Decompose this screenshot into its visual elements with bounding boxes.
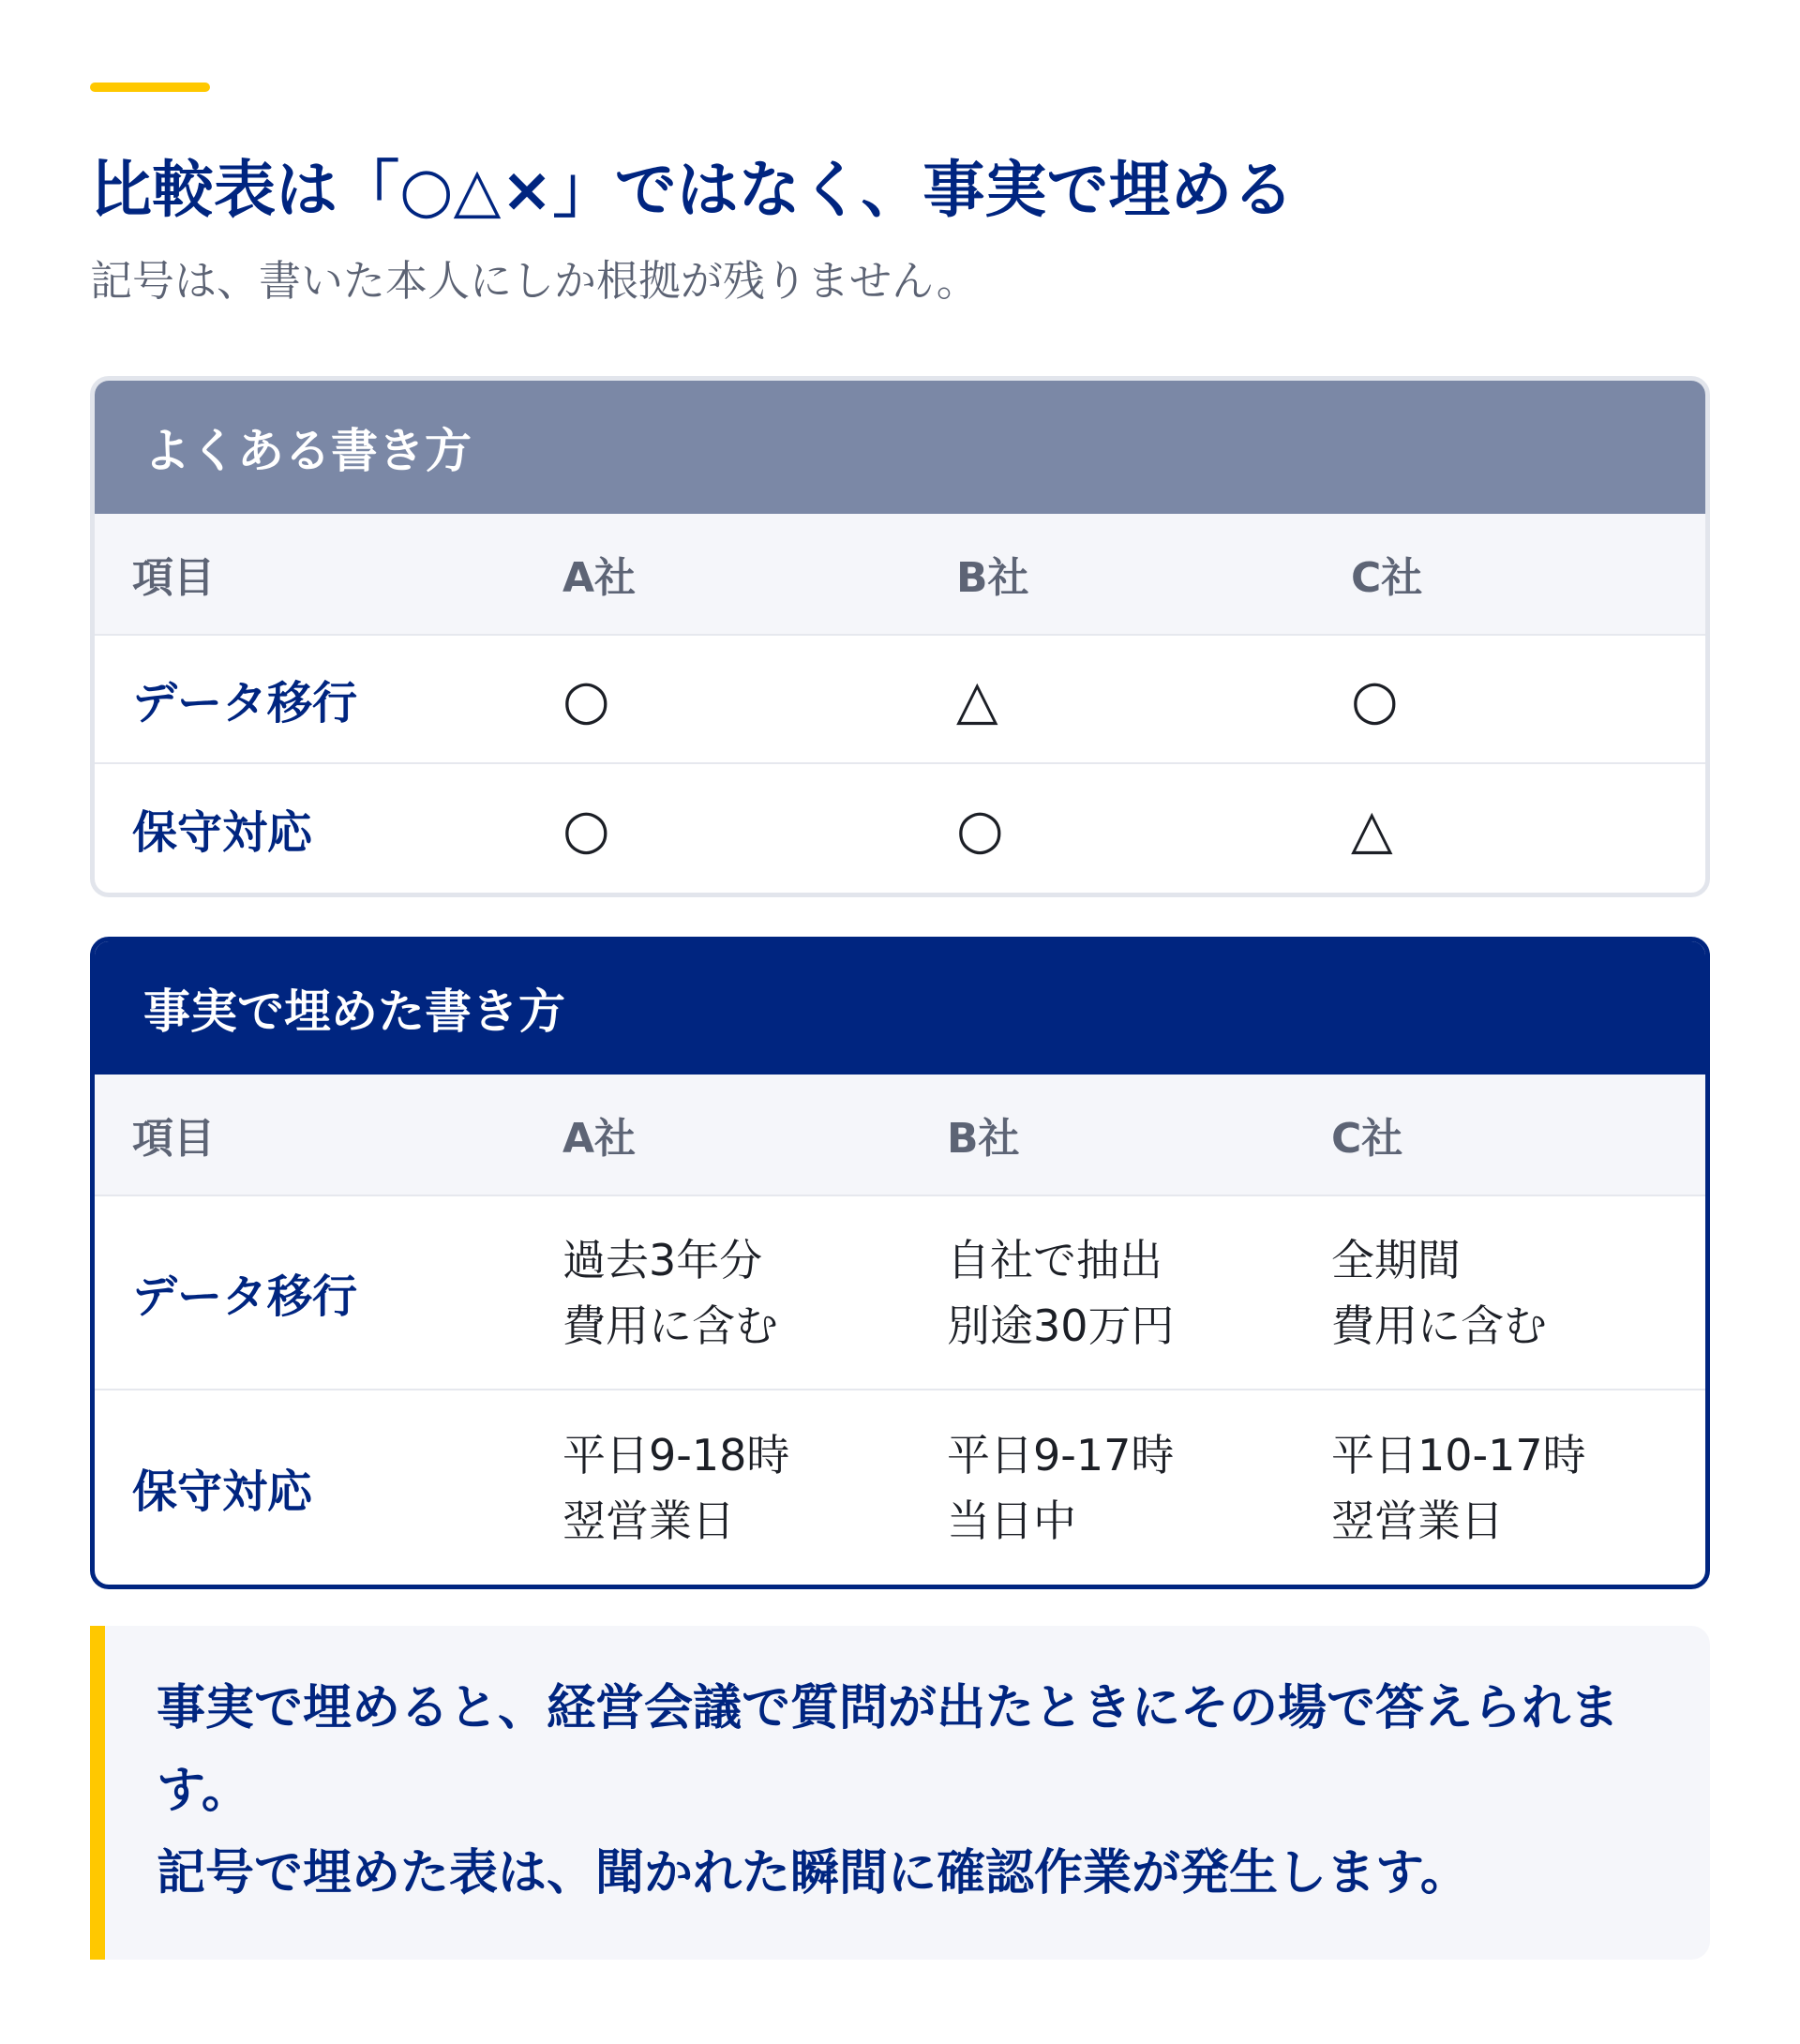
circle-symbol: ○ <box>1351 667 1399 731</box>
table-row-data-migration <box>95 636 1705 764</box>
column-header-a: A社 <box>562 1115 637 1163</box>
common-table-title: よくある書き方 <box>95 381 1705 514</box>
circle-symbol: ○ <box>562 796 610 861</box>
column-header-c: C社 <box>1331 1115 1403 1163</box>
row-label: データ移行 <box>132 1270 358 1323</box>
fact-line: 自社で抽出 <box>947 1234 1162 1285</box>
column-header-item: 項目 <box>132 554 215 602</box>
triangle-symbol: △ <box>956 667 998 731</box>
fact-line: 翌営業日 <box>1331 1495 1504 1546</box>
fact-line: 別途30万円 <box>947 1300 1175 1351</box>
circle-symbol: ○ <box>562 667 610 731</box>
fact-line: 翌営業日 <box>562 1495 735 1546</box>
fact-cell-b <box>947 1196 1175 1389</box>
row-label: データ移行 <box>132 677 358 729</box>
fact-line: 全期間 <box>1331 1234 1461 1285</box>
callout-text-2: 記号で埋めた表は、聞かれた瞬間に確認作業が発生します。 <box>157 1845 1469 1901</box>
fact-cell-a <box>562 1196 778 1389</box>
column-header-b: B社 <box>947 1115 1020 1163</box>
row-label: 保守対応 <box>132 806 313 859</box>
page-title: 比較表は「○△×」ではなく、事実で埋める <box>90 154 1295 226</box>
callout-text-1: 事実で埋めると、経営会議で質問が出たときにその場で答えられます。 <box>157 1680 1620 1819</box>
table-row-data-migration <box>95 1196 1705 1390</box>
fact-line: 当日中 <box>947 1495 1076 1546</box>
accent-bar <box>90 83 210 92</box>
column-header-a: A社 <box>562 554 637 602</box>
fact-table-card <box>90 937 1710 1589</box>
fact-table-title: 事実で埋めた書き方 <box>95 941 1705 1075</box>
fact-cell-c <box>1331 1390 1586 1585</box>
column-header-item: 項目 <box>132 1115 215 1163</box>
fact-cell-a <box>562 1390 789 1585</box>
common-table-card <box>90 376 1710 897</box>
fact-line: 平日10-17時 <box>1331 1429 1586 1480</box>
fact-line: 平日9-18時 <box>562 1429 790 1480</box>
callout-box <box>90 1626 1710 1960</box>
fact-cell-c <box>1331 1196 1547 1389</box>
page-subtitle: 記号は、書いた本人にしか根拠が残りません。 <box>90 256 979 306</box>
fact-line: 平日9-17時 <box>947 1429 1175 1480</box>
triangle-symbol: △ <box>1351 796 1393 861</box>
common-table-header-row <box>95 514 1705 636</box>
circle-symbol: ○ <box>956 796 1004 861</box>
row-label: 保守対応 <box>132 1465 313 1518</box>
table-row-maintenance <box>95 764 1705 893</box>
fact-line: 費用に含む <box>562 1300 778 1351</box>
column-header-c: C社 <box>1351 554 1423 602</box>
column-header-b: B社 <box>956 554 1029 602</box>
fact-line: 過去3年分 <box>562 1234 763 1285</box>
fact-line: 費用に含む <box>1331 1300 1547 1351</box>
fact-cell-b <box>947 1390 1174 1585</box>
table-row-maintenance <box>95 1390 1705 1585</box>
fact-table-header-row <box>95 1075 1705 1196</box>
